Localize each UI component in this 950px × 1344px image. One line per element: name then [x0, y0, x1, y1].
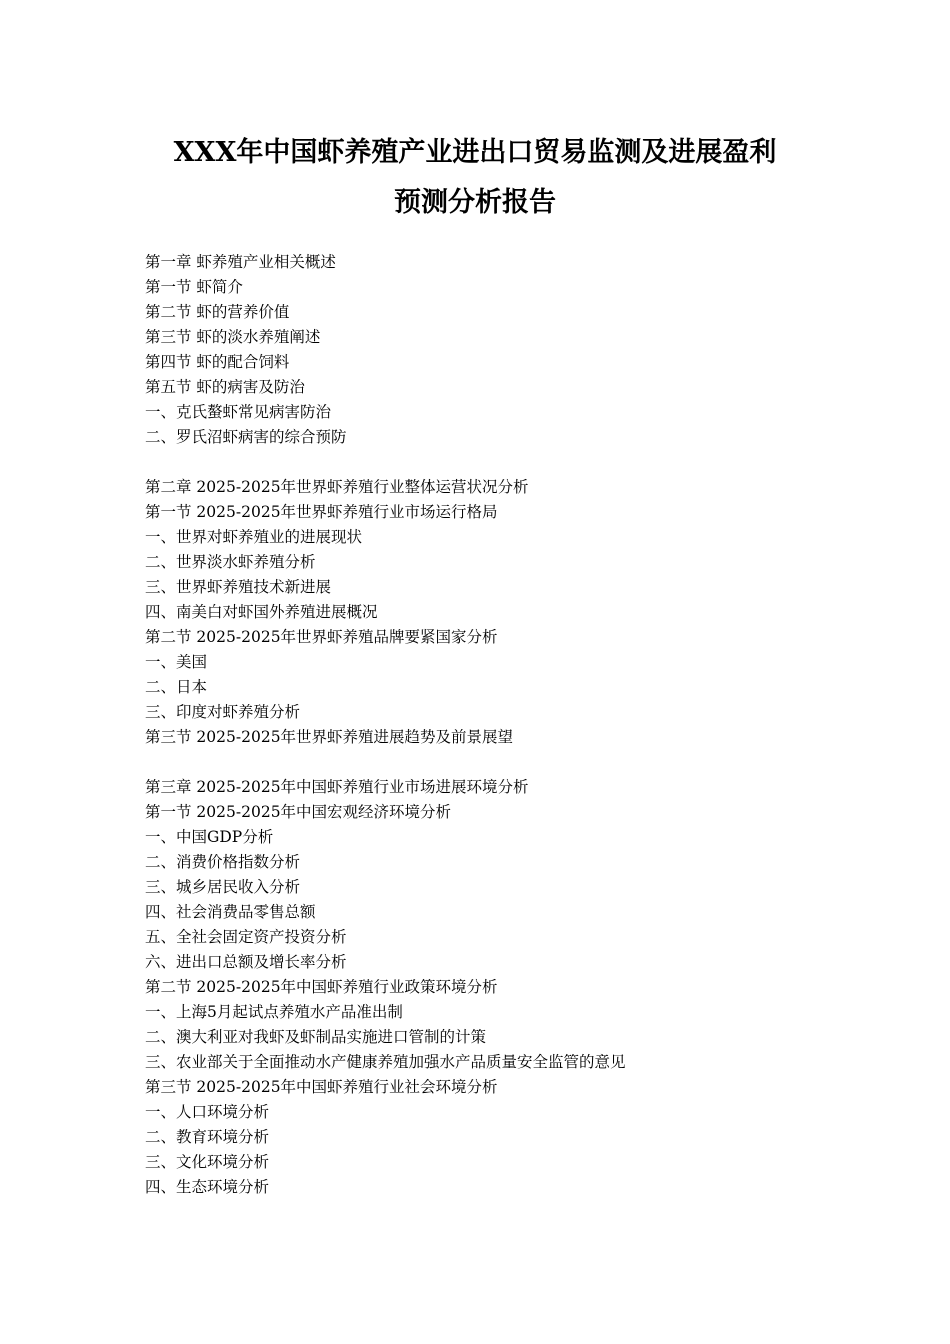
toc-entry: 第二节 2025-2025年世界虾养殖品牌要紧国家分析 [145, 628, 498, 646]
toc-entry: 三、文化环境分析 [145, 1153, 270, 1171]
document-title-line-2: 预测分析报告 [394, 187, 556, 218]
toc-entry: 六、进出口总额及增长率分析 [145, 953, 347, 971]
toc-entry: 第四节 虾的配合饲料 [145, 353, 290, 371]
toc-entry: 第五节 虾的病害及防治 [145, 378, 305, 396]
toc-entry: 二、教育环境分析 [145, 1128, 270, 1146]
toc-entry: 一、克氏螯虾常见病害防治 [145, 403, 332, 421]
toc-entry: 二、世界淡水虾养殖分析 [145, 553, 316, 571]
toc-entry: 二、罗氏沼虾病害的综合预防 [145, 428, 347, 446]
toc-entry: 第三节 2025-2025年世界虾养殖进展趋势及前景展望 [145, 728, 514, 746]
toc-entry: 五、全社会固定资产投资分析 [145, 928, 347, 946]
toc-entry: 第二章 2025-2025年世界虾养殖行业整体运营状况分析 [145, 478, 529, 496]
toc-entry: 三、世界虾养殖技术新进展 [145, 578, 332, 596]
toc-entry: 四、南美白对虾国外养殖进展概况 [145, 603, 378, 621]
toc-entry: 一、世界对虾养殖业的进展现状 [145, 528, 363, 546]
toc-entry: 第一章 虾养殖产业相关概述 [145, 253, 336, 271]
toc-entry: 三、农业部关于全面推动水产健康养殖加强水产品质量安全监管的意见 [145, 1053, 626, 1071]
toc-entry: 二、日本 [145, 678, 208, 696]
toc-entry: 一、上海5月起试点养殖水产品准出制 [145, 1003, 403, 1021]
toc-entry: 第一节 虾简介 [145, 278, 243, 296]
toc-spacer [145, 750, 845, 775]
toc-entry: 第三章 2025-2025年中国虾养殖行业市场进展环境分析 [145, 778, 529, 796]
toc-entry: 第二节 2025-2025年中国虾养殖行业政策环境分析 [145, 978, 498, 996]
toc-entry: 一、美国 [145, 653, 208, 671]
toc-entry: 一、人口环境分析 [145, 1103, 270, 1121]
toc-entry: 第三节 虾的淡水养殖阐述 [145, 328, 321, 346]
toc-entry: 三、城乡居民收入分析 [145, 878, 301, 896]
toc-spacer [145, 450, 845, 475]
toc-entry: 三、印度对虾养殖分析 [145, 703, 301, 721]
document-title-line-1: XXX年中国虾养殖产业进出口贸易监测及进展盈利 [173, 137, 777, 168]
toc-entry: 二、澳大利亚对我虾及虾制品实施进口管制的计策 [145, 1028, 487, 1046]
toc-entry: 第二节 虾的营养价值 [145, 303, 290, 321]
toc-entry: 第三节 2025-2025年中国虾养殖行业社会环境分析 [145, 1078, 498, 1096]
toc-entry: 四、社会消费品零售总额 [145, 903, 316, 921]
table-of-contents [145, 250, 845, 1200]
toc-entry: 第一节 2025-2025年中国宏观经济环境分析 [145, 803, 452, 821]
toc-entry: 四、生态环境分析 [145, 1178, 270, 1196]
toc-entry: 二、消费价格指数分析 [145, 853, 301, 871]
toc-entry: 一、中国GDP分析 [145, 828, 274, 846]
toc-entry: 第一节 2025-2025年世界虾养殖行业市场运行格局 [145, 503, 498, 521]
